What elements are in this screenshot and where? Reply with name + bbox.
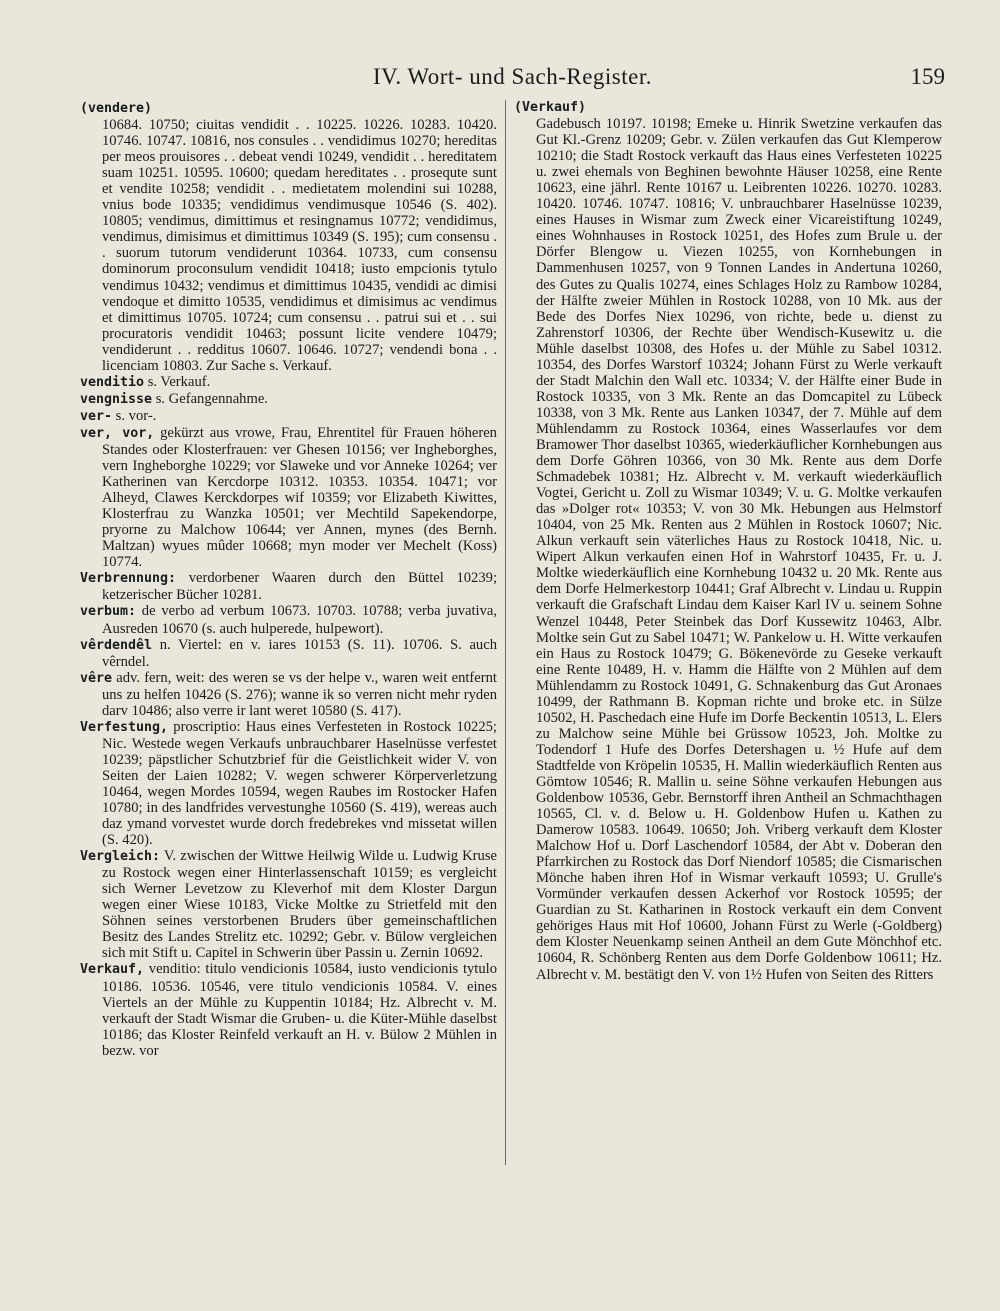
entry-head: Vergleich: — [80, 849, 161, 865]
entry-vengnisse — [80, 391, 497, 408]
entry-head: verbum: — [80, 604, 137, 620]
entry-head: vengnisse — [80, 391, 153, 407]
entry-vendere-continued — [80, 100, 497, 117]
entry-text: gekürzt aus vrowe, Frau, Ehrentitel für Frauen höheren Standes oder Klosterfrauen: ver Ghesen 10156; ver Ingheborghes, vern Ingheborghe 10229; vor Slaweke und vor Anneke 10264; ver Katherinen van Kercdorpe 10312. 10353. 10354. 10471; vor Alheyd, Clawes Kerckdorpes wif 10359; vor Elizabeth Kiwittes, Klosterfrau zu Wanzka 10501; ver Mechtild Sapekendorpe, pryorne zu Malchow 10644; ver Annen, mynes (des Bernh. Maltzan) wyues mûder 10668; myn moder ver Mechelt (Koss) 10774. — [102, 424, 497, 571]
page-header — [80, 64, 945, 96]
entry-head: (Verkauf) — [514, 100, 587, 115]
entry-verfestung — [80, 719, 497, 848]
entry-text: venditio: titulo vendicionis 10584, iusto vendicionis tytulo 10186. 10536. 10546, vere titulo vendicionis 10584. V. eines Viertels an der Mühle zu Kuppentin 10184; Hz. Albrecht v. M. verkauft der Stadt Wismar die Gruben- u. die Küter-Mühle daselbst 10186; das Kloster Reinfeld verkauft an H. v. Bülow 2 Mühlen in bezw. vor — [102, 961, 497, 1059]
entry-text: s. Verkauf. — [144, 373, 211, 390]
entry-text: 10684. 10750; ciuitas vendidit . . 10225. 10226. 10283. 10420. 10746. 10747. 10816, nos consules . . vendidimus 10270; hereditas per meos prouisores . . debeat vendi 10249, vendidit . . hereditatem suam 10251. 10595. 10600; quedam hereditates . . prosequte sunt et vendite 10258; vendidit . . medietatem molendini sui 10288, vnius bode 10335; vendidimus vendimusque 10546 (S. 402). 10805; vendimus, dimittimus et resingnamus 10772; vendidimus, vendimus, dimisimus et dimittimus 10349 (S. 195); cum consensu . . suorum tutorum vendiderunt 10364. 10733, cum consensu dominorum proconsulum vendidit 10418; iusto empcionis tytulo vendimus 10432; vendimus et dimittimus 10435, vendidi ac dimisi vendoque et dimitto 10535, vendidimus et dimisimus ac vendimus et dimittimus 10705. 10724; cum consensu . . patrui sui et . . sui procuratoris vendidit 10463; possunt licite vendere 10479; vendiderunt . . redditus 10607. 10646. 10727; vendendi bona . . licenciam 10803. Zur Sache s. Verkauf. — [102, 117, 497, 374]
entry-text: Gadebusch 10197. 10198; Emeke u. Hinrik Swetzine verkaufen das Gut Kl.-Grenz 10209; Gebr. v. Zülen verkaufen das Gut Klemperow 10210; die Stadt Rostock verkauft das Haus eines Verfesteten 10225 u. zwei ehemals von Beghinen bewohnte Häuser 10258, eine Rente 10623, eine jährl. Rente 10167 u. Leibrenten 10226. 10270. 10283. 10420. 10746. 10747. 10816; V. unbrauchbarer Haselnüsse 10239, eines Hauses in Wismar zum Zweck einer Vicareistiftung 10249, eines Wohnhauses in Rostock 10251, des Hofes zum Brule u. der Dörfer Blengow u. Viezen 10255, von Kornhebungen in Dammenhusen 10257, von 9 Tonnen Landes in Andertuna 10260, des Gutes zu Qualis 10274, eines Schlages Holz zu Rambow 10284, der Hälfte zweier Mühlen in Rostock 10288, von 10 Mk. aus der Bede des Dorfes Niex 10296, von richte, bede u. dienst zu Zahrenstorf 10306, der Rechte über Wendisch-Kusewitz u. die Mühle daselbst 10308, des Hofes u. der Mühle zu Sabel 10312. 10354, des Dorfes Warstorf 10324; Johann Fürst zu Werle verkauft der Stadt Malchin den Wall etc. 10334; V. der Hälfte einer Bude in Rostock 10335, von 3 Mk. Rente an das Domcapitel zu Lübeck 10338, von 3 Mk. Rente aus Lanken 10347, der 7. Mühle auf dem Mühlendamm zu Rostock 10364, eines Wasserlaufes vor dem Bramower Thor daselbst 10365, wiederkäuflicher Kornhebungen aus dem Dorfe Göhren 10366, von 30 Mk. Rente aus dem Dorfe Schmadebek 10381; Hz. Albrecht v. M. verkauft wiederkäuflich Vogtei, Gericht u. Zoll zu Wismar 10349; V. u. G. Moltke verkaufen das »Dolger rot« 10353; V. von 30 Mk. Hebungen aus Helmstorf 10404, von 25 Mk. Renten aus 2 Mühlen in Rostock 10607; Nic. Alkun verkauft sein väterliches Haus zu Rostock 10418, Nic. u. Wipert Alkun verkaufen einen Hof in Wahrstorf 10435, Fr. u. J. Moltke wiederkäuflich eine Kornhebung 10432 u. 20 Mk. Rente aus dem Dorfe Helmerkestorp 10441; Graf Albrecht v. Lindau u. Ruppin verkauft die Grafschaft Lindau dem Kaiser Karl IV u. seinem Sohne Wenzel 10448, Peter Steinbek das Dorf Kussewitz 10463, Albr. Moltke sein Gut zu Sabel 10471; W. Pankelow u. H. Witte verkaufen ein Haus zu Rostock 10479; G. Bökenevörde zu Geseke verkauft eine Rente 10489, H. v. Hamm die Hälfte von 2 Mühlen auf dem Mühlendamm zu Rostock 10491, G. Schnakenburg das Gut Aronaes 10499, der Rathmann B. Kopman richte und broke etc. in Sülze 10502, H. Paschedach eine Hufe im Dorfe Beckentin 10513, L. Elers zu Malchow seine Mühle bei Grüssow 10523, Joh. Moltke zu Todendorf 1 Hufe des Dorfes Detershagen u. ½ Hufe auf dem Stadtfelde von Kröpelin 10535, H. Mallin wiederkäuflich Renten aus Gömtow 10546; R. Mallin u. seine Söhne verkaufen Hebungen aus Goldenbow 10536, Gebr. Bernstorff ihren Antheil an Schmachthagen 10565, Cl. v. d. Below u. H. Goldenbow Hufen u. Kathen zu Damerow 10583. 10649. 10650; Joh. Vriberg verkauft dem Kloster Malchow Hof u. Dorf Laschendorf 10584, der Abt v. Doberan den Pfarrkirchen zu Rostock das Dorf Niendorf 10585; die Cismarischen Mönche haben ihren Hof in Wismar verkauft 10593; U. Grulle's Vormünder verkaufen dessen Ackerhof vor Rostock 10595; der Guardian zu St. Katharinen in Rostock verkauft ein dem Convent gehöriges Haus mit Hof 10600, Johann Fürst zu Werle (-Goldberg) dem Kloster Neuenkamp seinen Antheil an dem Gute Mönchhof etc. 10604, R. Schönberg Renten aus dem Dorfe Goldenbow 10611; Hz. Albrecht v. M. bestätigt den V. von 1½ Hufen von Seiten des Ritters — [536, 116, 942, 983]
entry-vere — [80, 670, 497, 719]
entry-text: s. vor-. — [112, 407, 157, 424]
entry-text: proscriptio: Haus eines Verfesteten in Rostock 10225; Nic. Westede wegen Verkaufs unbrauchbarer Haselnüsse verfestet 10239; päpstlicher Schutzbrief für die Geistlichkeit wider V. von Seiten der Laien 10282; V. wegen schwerer Körperverletzung 10464, wegen Mordes 10594, wegen Raubes im Rostocker Hafen 10780; in des landfrides vervestunghe 10560 (S. 419), wereas auch daz ymand vorvestet wurde dorch fredebrekes vnd missetat willen (S. 420). — [102, 718, 497, 849]
entry-text: de verbo ad verbum 10673. 10703. 10788; verba juvativa, Ausreden 10670 (s. auch hulperede, hulpewort). — [102, 603, 497, 637]
entry-text: adv. fern, weit: des weren se vs der helpe v., waren weit entfernt uns zu helfen 10426 (S. 276); wanne ik so verren nicht mehr ryden darv 10486; also verre ir lant weret 10580 (S. 417). — [102, 669, 497, 719]
entry-verbum — [80, 603, 497, 636]
entry-verkauf — [80, 961, 497, 1058]
left-column — [80, 100, 497, 1280]
entry-head: Verfestung, — [80, 719, 169, 735]
entry-ver-vor — [80, 425, 497, 570]
page-title: IV. Wort- und Sach-Register. — [373, 64, 652, 89]
entry-verbrennung — [80, 570, 497, 603]
entry-venditio — [80, 374, 497, 391]
entry-text: V. zwischen der Wittwe Heilwig Wilde u. Ludwig Kruse zu Rostock wegen einer Hinterlassenschaft 10159; es vergleicht sich Werner Levetzow zu Kleverhof mit dem Kloster Dargun wegen einer Wiese 10183, Vicke Moltke zu Strietfeld mit den Söhnen seines verstorbenen Bruders über gemeinschaftlichen Besitz des Landes Strelitz etc. 10292; Gebr. v. Bülow vergleichen sich mit Stift u. Capitel in Schwerin über Passin u. Zernin 10692. — [102, 848, 497, 962]
entry-text: s. Gefangennahme. — [152, 390, 268, 407]
entry-head: (vendere) — [80, 101, 153, 116]
entry-head: vêre — [80, 670, 113, 686]
entry-head: venditio — [80, 374, 145, 390]
entry-verdendel — [80, 637, 497, 670]
entry-head: vêrdendêl — [80, 637, 153, 653]
right-column — [514, 100, 942, 1280]
entry-head: Verkauf, — [80, 962, 145, 978]
entry-text: n. Viertel: en v. iares 10153 (S. 11). 10706. S. auch vêrndel. — [102, 636, 497, 670]
page-number: 159 — [910, 64, 945, 89]
entry-head: Verbrennung: — [80, 571, 177, 587]
entry-head: ver, vor, — [80, 425, 155, 441]
column-divider — [505, 100, 506, 1165]
entry-text: verdorbener Waaren durch den Büttel 10239; ketzerischer Bücher 10281. — [102, 570, 497, 604]
entry-ver-prefix — [80, 408, 497, 425]
entry-head: ver- — [80, 408, 113, 424]
entry-vergleich — [80, 848, 497, 961]
